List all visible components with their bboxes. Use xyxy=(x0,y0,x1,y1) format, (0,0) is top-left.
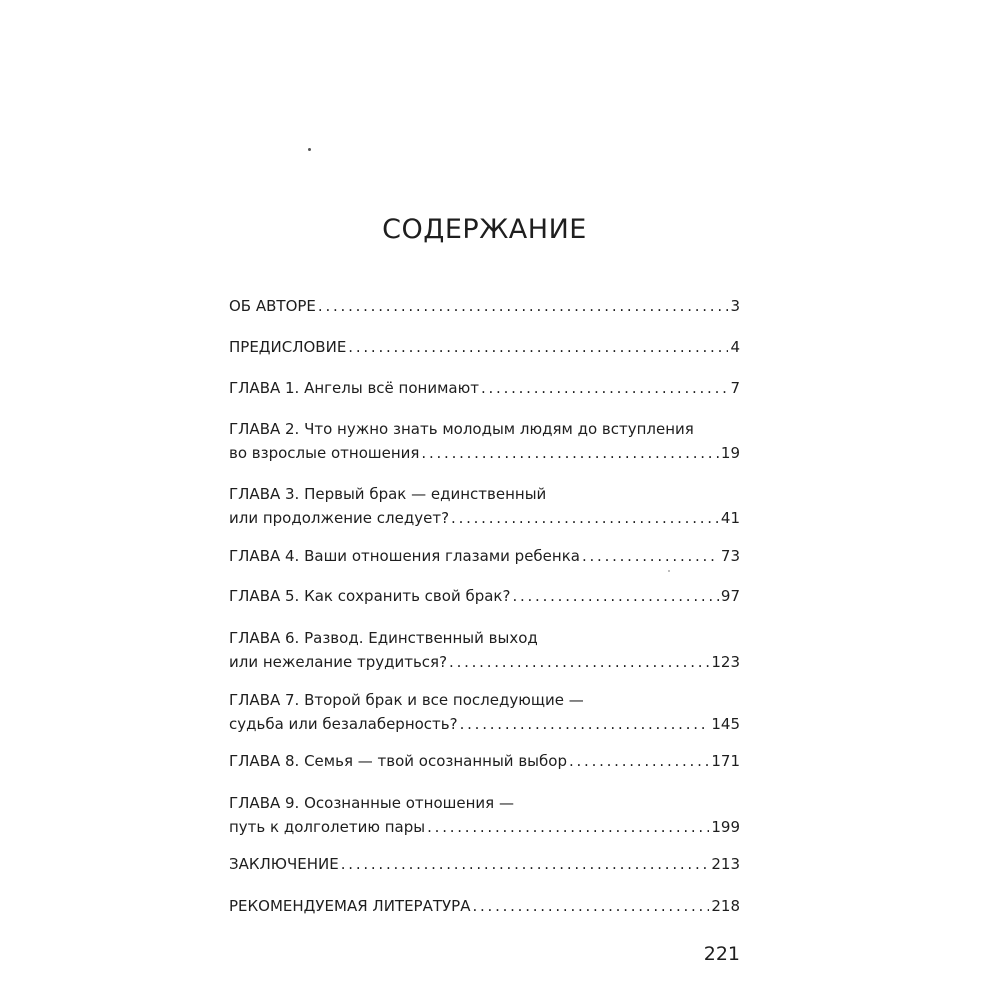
toc-entry-title-continued: судьба или безалаберность? xyxy=(229,715,458,733)
toc-entry-title: ЗАКЛЮЧЕНИЕ xyxy=(229,855,339,873)
toc-entry[interactable] xyxy=(229,376,740,400)
dot-leader xyxy=(348,335,728,359)
toc-entry-title-continued: или продолжение следует? xyxy=(229,509,450,527)
toc-entry[interactable] xyxy=(229,335,740,359)
toc-entry[interactable] xyxy=(229,791,740,839)
toc-entry-page: 218 xyxy=(711,897,740,915)
toc-entry[interactable] xyxy=(229,749,740,773)
dot-leader xyxy=(318,294,729,318)
toc-entry[interactable] xyxy=(229,626,740,674)
dot-leader xyxy=(421,441,718,465)
dot-leader xyxy=(512,584,718,608)
toc-entry-title: ГЛАВА 4. Ваши отношения глазами ребенка xyxy=(229,547,580,565)
dot-leader xyxy=(481,376,728,400)
toc-entry-title: ГЛАВА 9. Осознанные отношения — xyxy=(229,794,514,812)
toc-entry-page: 199 xyxy=(711,818,740,836)
toc-entry-title: ОБ АВТОРЕ xyxy=(229,297,316,315)
toc-entry-page: 145 xyxy=(711,715,740,733)
dot-leader xyxy=(582,544,719,568)
toc-entry[interactable] xyxy=(229,294,740,318)
toc-entry-title: ГЛАВА 8. Семья — твой осознанный выбор xyxy=(229,752,567,770)
toc-entry-title: ГЛАВА 5. Как сохранить свой брак? xyxy=(229,587,511,605)
toc-entry-page: 3 xyxy=(730,297,740,315)
toc-entry-title: РЕКОМЕНДУЕМАЯ ЛИТЕРАТУРА xyxy=(229,897,471,915)
toc-entry[interactable] xyxy=(229,894,740,918)
toc-entry-title: ГЛАВА 2. Что нужно знать молодым людям до вступления xyxy=(229,420,694,438)
toc-entry-page: 171 xyxy=(711,752,740,770)
toc-entry[interactable] xyxy=(229,482,740,530)
toc-entry-page: 19 xyxy=(720,444,740,462)
toc-entry-page: 7 xyxy=(730,379,740,397)
toc-entry-title-continued: путь к долголетию пары xyxy=(229,818,426,836)
dot-leader xyxy=(569,749,709,773)
dot-leader xyxy=(427,815,709,839)
scan-speck xyxy=(668,570,670,572)
dot-leader xyxy=(341,852,710,876)
toc-entry-title: ПРЕДИСЛОВИЕ xyxy=(229,338,347,356)
toc-entry-title-continued: во взрослые отношения xyxy=(229,444,420,462)
toc-entry[interactable] xyxy=(229,852,740,876)
dot-leader xyxy=(472,894,709,918)
toc-entry-page: 123 xyxy=(711,653,740,671)
toc-entry[interactable] xyxy=(229,688,740,736)
page-number: 221 xyxy=(703,943,740,965)
toc-entry[interactable] xyxy=(229,417,740,465)
toc-entry[interactable] xyxy=(229,584,740,608)
toc-entry-page: 73 xyxy=(720,547,740,565)
toc-entry-title: ГЛАВА 7. Второй брак и все последующие — xyxy=(229,691,584,709)
toc-entry-page: 4 xyxy=(730,338,740,356)
page-title: СОДЕРЖАНИЕ xyxy=(382,214,587,245)
dot-leader xyxy=(460,712,710,736)
toc-entry-page: 213 xyxy=(711,855,740,873)
toc-entry-title: ГЛАВА 1. Ангелы всё понимают xyxy=(229,379,479,397)
toc-entry-page: 41 xyxy=(720,509,740,527)
scan-speck xyxy=(308,148,311,151)
dot-leader xyxy=(449,650,709,674)
dot-leader xyxy=(451,506,719,530)
toc-entry-title: ГЛАВА 3. Первый брак — единственный xyxy=(229,485,547,503)
toc-entry-title: ГЛАВА 6. Развод. Единственный выход xyxy=(229,629,538,647)
toc-entry-title-continued: или нежелание трудиться? xyxy=(229,653,448,671)
toc-entry[interactable] xyxy=(229,544,740,568)
toc-entry-page: 97 xyxy=(720,587,740,605)
